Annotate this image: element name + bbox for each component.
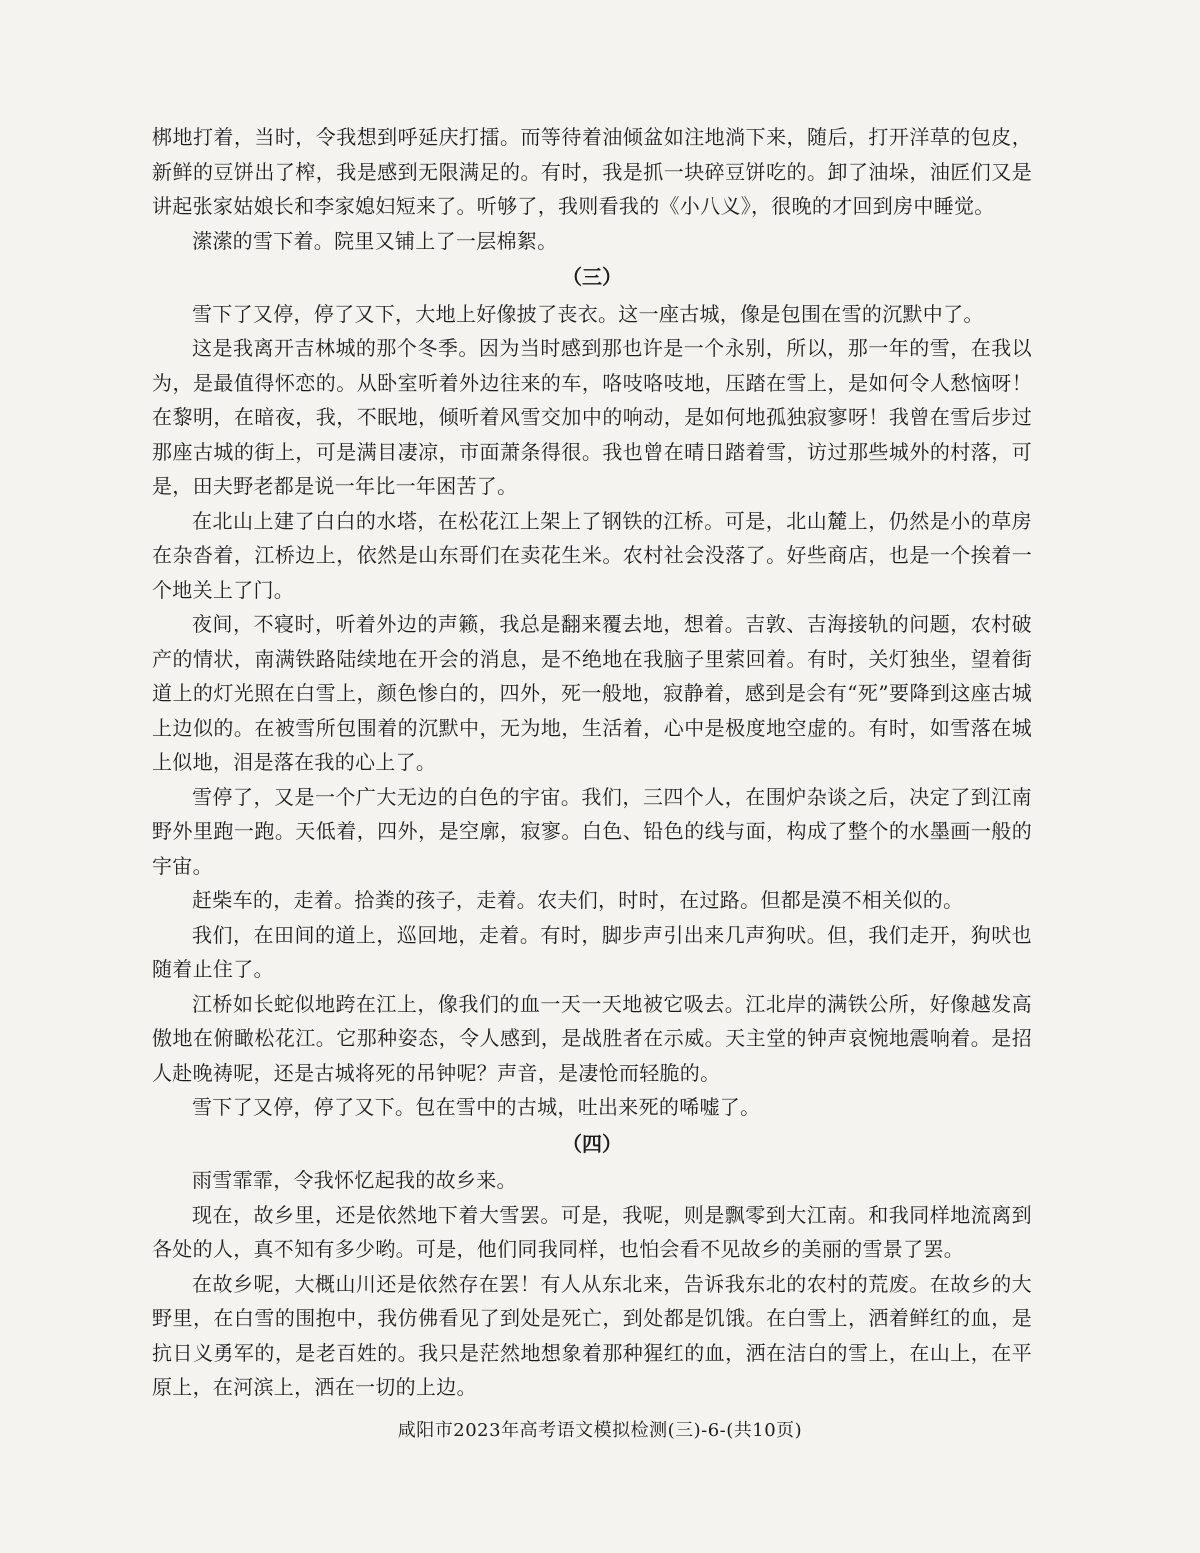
section-3-paragraph-8: 江桥如长蛇似地跨在江上，像我们的血一天一天地被它吸去。江北岸的满铁公所，好像越发高傲地在俯瞰松花江。它那种姿态，令人感到，是战胜者在示威。天主堂的钟声哀惋地震响着。是招人赴晚祷呢，还是古城将死的吊钟呢？声音，是凄怆而轻脆的。 [152,991,1032,1085]
section-3-paragraph-1: 雪下了又停，停了又下，大地上好像披了丧衣。这一座古城，像是包围在雪的沉默中了。 [192,301,984,326]
section-3-paragraph-6: 赶柴车的，走着。拾粪的孩子，走着。农夫们，时时，在过路。但都是漠不相关似的。 [192,888,964,912]
section-4-paragraph-1: 雨雪霏霏，令我怀忆起我的故乡来。 [192,1168,517,1192]
section-3-heading: （三） [562,265,622,289]
section-4-heading: （四） [562,1131,622,1156]
paragraph-top-1: 梆地打着，当时，令我想到呼延庆打擂。而等待着油倾盆如注地淌下来，随后，打开洋草的包皮，新鲜的豆饼出了榨，我是感到无限满足的。有时，我是抓一块碎豆饼吃的。卸了油垛，油匠们又是讲起张家姑娘长和李家媳妇短来了。听够了，我则看我的《小八义》，很晚的才回到房中睡觉。 [152,125,1032,218]
section-4-paragraph-3: 在故乡呢，大概山川还是依然存在罢！有人从东北来，告诉我东北的农村的荒废。在故乡的大野里，在白雪的围抱中，我仿佛看见了到处是死亡，到处都是饥饿。在白雪上，洒着鲜红的血，是抗日义勇军的，是老百姓的。我只是茫然地想象着那种猩红的血，洒在洁白的雪上，在山上，在平原上，在河滨上，洒在一切的上边。 [152,1271,1032,1399]
section-3-paragraph-2: 这是我离开吉林城的那个冬季。因为当时感到那也许是一个永别，所以，那一年的雪，在我以为，是最值得怀恋的。从卧室听着外边往来的车，咯吱咯吱地，压踏在雪上，是如何令人愁恼呀！在黎明，在暗夜，我，不眠地，倾听着风雪交加中的响动，是如何地孤独寂寥呀！我曾在雪后步过那座古城的街上，可是满目凄凉，市面萧条得很。我也曾在晴日踏着雪，访过那些城外的村落，可是，田夫野老都是说一年比一年困苦了。 [152,336,1032,498]
page-footer: 咸阳市2023年高考语文模拟检测(三)-6-(共10页) [397,1420,803,1441]
section-3-paragraph-7: 我们，在田间的道上，巡回地，走着。有时，脚步声引出来几声狗吠。但，我们走开，狗吠也随着止住了。 [152,922,1032,981]
section-3-paragraph-3: 在北山上建了白白的水塔，在松花江上架上了钢铁的江桥。可是，北山麓上，仍然是小的草房在杂沓着，江桥边上，依然是山东哥们在卖花生米。农村社会没落了。好些商店，也是一个挨着一个地关上了门。 [152,508,1032,602]
section-3-paragraph-5: 雪停了，又是一个广大无边的白色的宇宙。我们，三四个人，在围炉杂谈之后，决定了到江南野外里跑一跑。天低着，四外，是空廓，寂寥。白色、铅色的线与面，构成了整个的水墨画一般的宇宙。 [152,784,1032,878]
paragraph-top-2: 潆潆的雪下着。院里又铺上了一层棉絮。 [192,228,558,253]
section-3-paragraph-4: 夜间，不寝时，听着外边的声籁，我总是翻来覆去地，想着。吉敦、吉海接轨的问题，农村破产的情状，南满铁路陆续地在开会的消息，是不绝地在我脑子里萦回着。有时，关灯独坐，望着街道上的灯光照在白雪上，颜色惨白的，四外，死一般地，寂静着，感到是会有“死”要降到这座古城上边似的。在被雪所包围着的沉默中，无为地，生活着，心中是极度地空虚的。有时，如雪落在城上似地，泪是落在我的心上了。 [152,612,1032,774]
section-3-paragraph-9: 雪下了又停，停了又下。包在雪中的古城，吐出来死的唏嘘了。 [192,1095,761,1119]
section-4-paragraph-2: 现在，故乡里，还是依然地下着大雪罢。可是，我呢，则是飘零到大江南。和我同样地流离到各处的人，真不知有多少哟。可是，他们同我同样，也怕会看不见故乡的美丽的雪景了罢。 [152,1202,1032,1261]
document-page [152,120,1032,1405]
